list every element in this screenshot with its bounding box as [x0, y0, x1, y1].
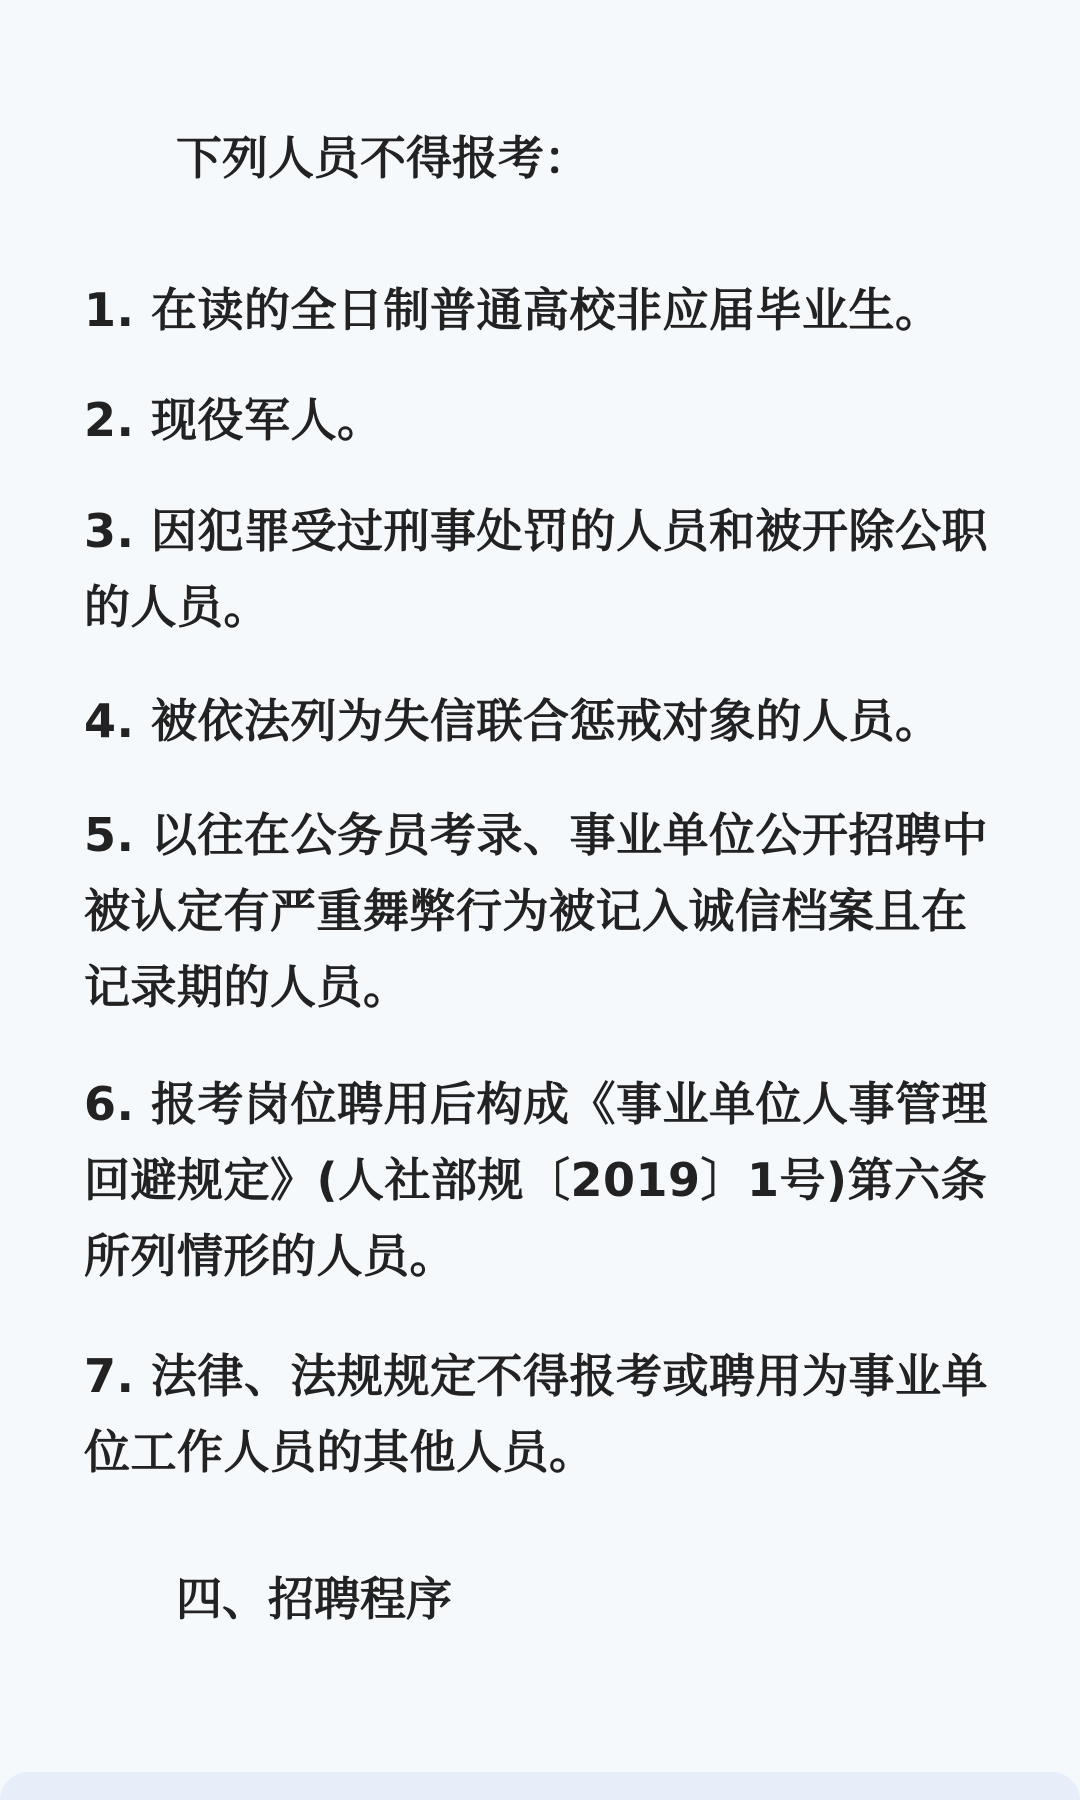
list-item-2: 2. 现役军人。: [84, 393, 384, 447]
list-item-5: 5. 以往在公务员考录、事业单位公开招聘中被认定有严重舞弊行为被记入诚信档案且在记录期的人员。: [84, 808, 988, 1014]
list-item-6: 6. 报考岗位聘用后构成《事业单位人事管理回避规定》(人社部规〔2019〕1号)第六条所列情形的人员。: [84, 1077, 988, 1283]
list-item-7: 7. 法律、法规规定不得报考或聘用为事业单位工作人员的其他人员。: [84, 1349, 988, 1479]
list-item-1: 1. 在读的全日制普通高校非应届毕业生。: [84, 283, 942, 337]
intro-heading: 下列人员不得报考：: [176, 131, 590, 185]
list-item-3: 3. 因犯罪受过刑事处罚的人员和被开除公职的人员。: [84, 504, 988, 634]
section-heading: 四、招聘程序: [176, 1572, 452, 1626]
bottom-panel-edge: [0, 1772, 1080, 1800]
list-item-4: 4. 被依法列为失信联合惩戒对象的人员。: [84, 694, 942, 748]
